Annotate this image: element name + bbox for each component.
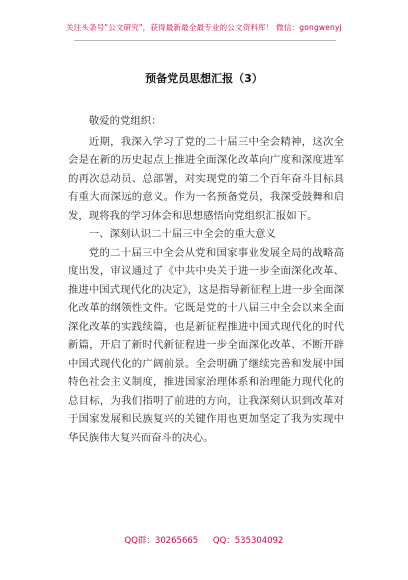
qq-number: QQ：535304092	[212, 536, 284, 546]
document-body	[68, 112, 344, 447]
section-heading: 一、深刻认识二十届三中全会的重大意义	[88, 228, 276, 240]
header-divider	[74, 40, 336, 41]
salutation: 敬爱的党组织：	[88, 115, 162, 127]
qq-group: QQ群：30265665	[124, 536, 199, 546]
promo-banner: 关注头条号"公文研究"，获得最新最全最专业的公文资料库！ 微信：gongwenyj	[66, 23, 342, 32]
footer-contact	[0, 534, 408, 546]
paragraph-intro: 近期，我深入学习了党的二十届三中全会精神，这次全会是在新的历史起点上推进全面深化改革向广度和深度进军的再次总动员、总部署，对实现党的第二个百年奋斗目标具有重大而深远的意义。作为一名预备党员，我深受鼓舞和启发，现将我的学习体会和思想感悟向党组织汇报如下。	[68, 135, 344, 222]
document-title: 预备党员思想汇报（3）	[145, 72, 263, 85]
paragraph-significance: 党的二十届三中全会从党和国家事业发展全局的战略高度出发，审议通过了《中共中央关于进一步全面深化改革、推进中国式现代化的决定》，这是指导新征程上进一步全面深化改革的纲领性文件。它既是党的十八届三中全会以来全面深化改革的实践续篇，也是新征程推进中国式现代化的时代新篇，开启了新时代新征程进一步全面深化改革、不断开辟中国式现代化的广阔前景。全会明确了继续完善和发展中国特色社会主义制度，推进国家治理体系和治理能力现代化的总目标，为我们指明了前进的方向，让我深刻认识到改革对于国家发展和民族复兴的关键作用也更加坚定了我为实现中华民族伟大复兴而奋斗的决心。	[68, 246, 344, 444]
